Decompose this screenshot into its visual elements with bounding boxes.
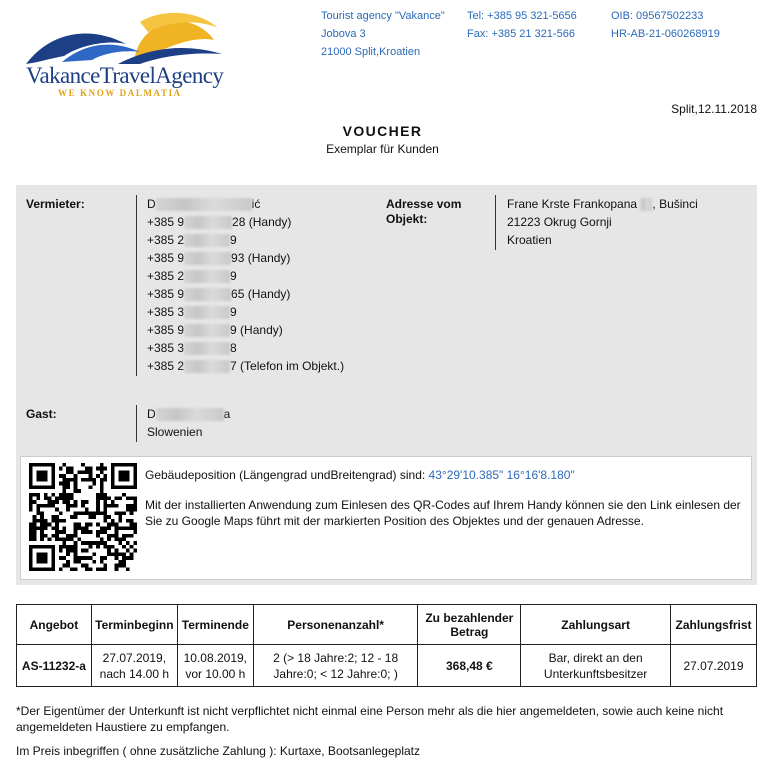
qr-description: Mit der installierten Anwendung zum Einlesen des QR-Codes auf Ihrem Handy können sie den Link einlesen der Sie zu Google Maps führt mit der markierten Position des Objektes und der genauen Adresse.: [145, 498, 741, 528]
agency-contact: [467, 7, 577, 43]
landlord-name: D ić: [147, 197, 261, 211]
coordinates-value: 43°29'10.385" 16°16'8.180": [428, 468, 575, 482]
landlord-phone: +385 2 9: [147, 233, 237, 247]
amount-due: 368,48 €: [418, 645, 521, 687]
column-header: Angebot: [17, 605, 92, 645]
issue-date: Split,12.11.2018: [671, 102, 757, 116]
redacted-block: [640, 198, 652, 211]
payment-due-date: 27.07.2019: [670, 645, 756, 687]
object-city: 21223 Okrug Gornji: [507, 215, 612, 229]
redacted-block: [184, 342, 230, 355]
landlord-label: Vermieter:: [26, 197, 85, 211]
coordinates-line: Gebäudeposition (Längengrad undBreitengrad) sind: 43°29'10.385" 16°16'8.180": [145, 468, 575, 482]
landlord-phone: +385 3 8: [147, 341, 237, 355]
agency-phone: Tel: +385 95 321-5656: [467, 10, 577, 22]
agency-oib: OIB: 09567502233: [611, 10, 704, 22]
start-date: 27.07.2019, nach 14.00 h: [91, 645, 177, 687]
landlord-phone: +385 2 9: [147, 269, 237, 283]
persons-count: 2 (> 18 Jahre:2; 12 - 18 Jahre:0; < 12 Jahre:0; ): [253, 645, 418, 687]
redacted-block: [156, 198, 252, 211]
voucher-subtitle: Exemplar für Kunden: [326, 142, 439, 156]
redacted-block: [184, 324, 230, 337]
header: [0, 0, 765, 110]
booking-table: [16, 604, 757, 687]
guest-info: [147, 405, 230, 441]
payment-method: Bar, direkt an den Unterkunftsbesitzer: [521, 645, 671, 687]
agency-name: Tourist agency "Vakance": [321, 10, 445, 22]
redacted-block: [184, 252, 231, 265]
column-header: Terminbeginn: [91, 605, 177, 645]
redacted-block: [184, 216, 232, 229]
footnote: *Der Eigentümer der Unterkunft ist nicht verpflichtet nicht einmal eine Person mehr als die hier angemeldeten, sowie auch keine nicht angemeldeten Haustiere zu empfangen.: [16, 704, 724, 734]
guest-name: D a: [147, 407, 231, 421]
landlord-divider: [136, 195, 137, 376]
table-header-row: [17, 605, 757, 645]
agency-fax: Fax: +385 21 321-566: [467, 28, 575, 40]
column-header: Zahlungsfrist: [670, 605, 756, 645]
guest-divider: [136, 405, 137, 442]
redacted-block: [184, 306, 230, 319]
landlord-phone: +385 3 9: [147, 305, 237, 319]
object-address: [507, 195, 698, 249]
agency-license: HR-AB-21-060268919: [611, 28, 720, 40]
table-row: [17, 645, 757, 687]
landlord-phone: +385 9 93 (Handy): [147, 251, 291, 265]
included-services: Im Preis inbegriffen ( ohne zusätzliche Zahlung ): Kurtaxe, Bootsanlegeplatz: [16, 744, 421, 758]
agency-city: 21000 Split,Kroatien: [321, 46, 421, 58]
column-header: Personenanzahl*: [253, 605, 418, 645]
redacted-block: [184, 234, 230, 247]
landlord-phone: +385 2 7 (Telefon im Objekt.): [147, 359, 345, 373]
agency-address: [321, 7, 445, 61]
landlord-phone: +385 9 9 (Handy): [147, 323, 283, 337]
redacted-block: [184, 270, 230, 283]
location-text: [145, 467, 745, 529]
object-street: Frane Krste Frankopana , Bušinci: [507, 197, 698, 211]
landlord-phone: +385 9 28 (Handy): [147, 215, 292, 229]
redacted-block: [184, 288, 231, 301]
column-header: Zu bezahlender Betrag: [418, 605, 521, 645]
landlord-info: [147, 195, 344, 375]
redacted-block: [156, 408, 224, 421]
agency-street: Jobova 3: [321, 28, 366, 40]
guest-country: Slowenien: [147, 425, 203, 439]
end-date: 10.08.2019, vor 10.00 h: [177, 645, 253, 687]
landlord-phone: +385 9 65 (Handy): [147, 287, 291, 301]
object-address-label: Adresse vom Objekt:: [386, 197, 462, 226]
object-country: Kroatien: [507, 233, 552, 247]
redacted-block: [184, 360, 230, 373]
guest-label: Gast:: [26, 407, 57, 421]
logo-tagline: WE KNOW DALMATIA: [58, 88, 182, 98]
offer-id: AS-11232-a: [17, 645, 92, 687]
voucher-title: VOUCHER: [342, 123, 423, 139]
column-header: Terminende: [177, 605, 253, 645]
qr-code[interactable]: [29, 463, 137, 571]
column-header: Zahlungsart: [521, 605, 671, 645]
logo-wordmark: VakanceTravelAgency: [26, 63, 224, 88]
location-box: [20, 456, 752, 580]
object-address-divider: [495, 195, 496, 250]
agency-registration: [611, 7, 720, 43]
